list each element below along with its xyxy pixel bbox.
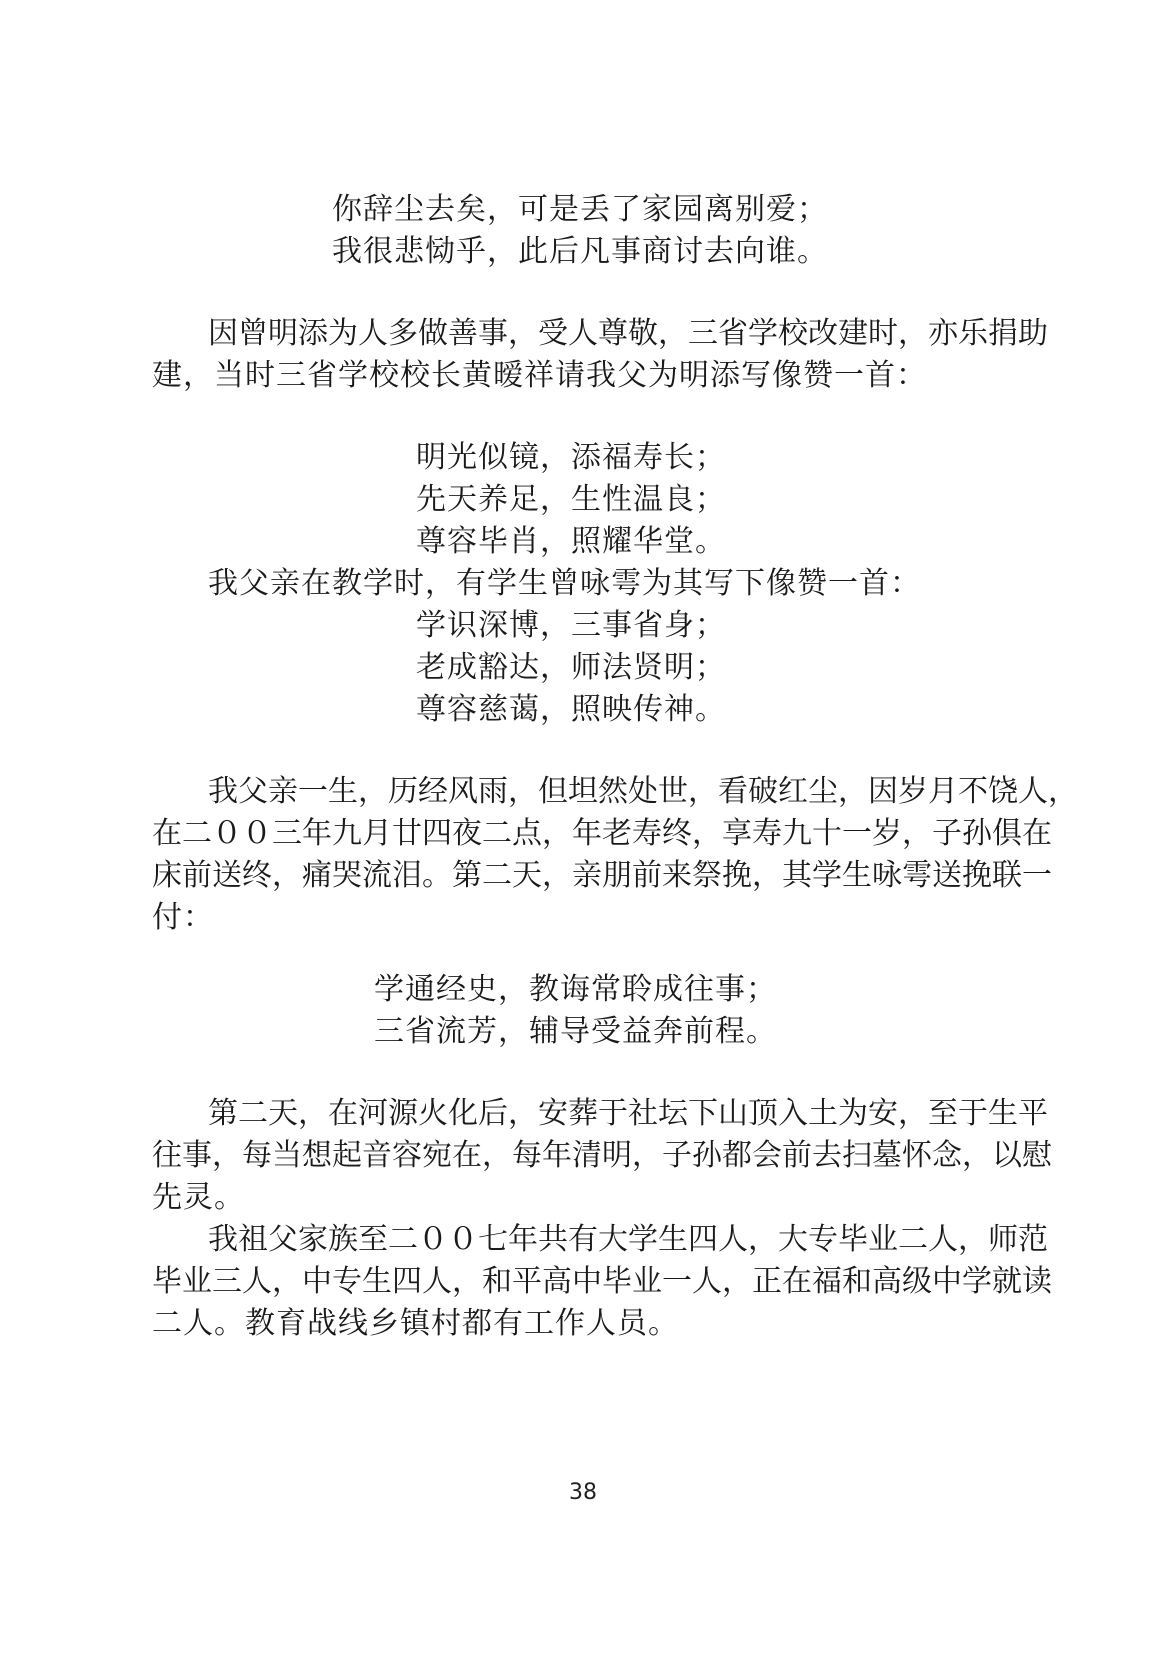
paragraph-2-line-3: 床前送终，痛哭流泪。第二天，亲朋前来祭挽，其学生咏雩送挽联一 bbox=[152, 858, 1052, 893]
eulogy-2-intro: 我父亲在教学时，有学生曾咏雩为其写下像赞一首： bbox=[208, 566, 921, 601]
couplet-2-line-1: 学通经史，教诲常聆成往事； bbox=[374, 972, 777, 1007]
paragraph-2-line-1: 我父亲一生，历经风雨，但坦然处世，看破红尘，因岁月不饶人， bbox=[208, 774, 1078, 809]
paragraph-4-line-3: 二人。教育战线乡镇村都有工作人员。 bbox=[152, 1306, 679, 1341]
paragraph-3-line-2: 往事，每当想起音容宛在，每年清明，子孙都会前去扫墓怀念，以慰 bbox=[152, 1138, 1052, 1173]
eulogy-1-line-1: 明光似镜，添福寿长； bbox=[416, 440, 726, 475]
paragraph-2-line-4: 付： bbox=[152, 900, 214, 935]
eulogy-2-line-2: 老成豁达，师法贤明； bbox=[416, 650, 726, 685]
couplet-1-line-1: 你辞尘去矣，可是丢了家园离别爱； bbox=[332, 192, 828, 227]
eulogy-1-line-2: 先天养足，生性温良； bbox=[416, 482, 726, 517]
eulogy-2-line-3: 尊容慈蔼，照映传神。 bbox=[416, 692, 726, 727]
paragraph-1-line-1: 因曾明添为人多做善事，受人尊敬，三省学校改建时，亦乐捐助 bbox=[208, 316, 1048, 351]
page-number: 38 bbox=[569, 1480, 597, 1505]
paragraph-1-line-2: 建，当时三省学校校长黄暧祥请我父为明添写像赞一首： bbox=[152, 358, 927, 393]
paragraph-4-line-2: 毕业三人，中专生四人，和平高中毕业一人，正在福和高级中学就读 bbox=[152, 1264, 1052, 1299]
eulogy-1-line-3: 尊容毕肖，照耀华堂。 bbox=[416, 524, 726, 559]
paragraph-4-line-1: 我祖父家族至二００七年共有大学生四人，大专毕业二人，师范 bbox=[208, 1222, 1048, 1257]
eulogy-2-line-1: 学识深博，三事省身； bbox=[416, 608, 726, 643]
paragraph-3-line-1: 第二天，在河源火化后，安葬于社坛下山顶入土为安，至于生平 bbox=[208, 1096, 1048, 1131]
couplet-1-line-2: 我很悲恸乎，此后凡事商讨去向谁。 bbox=[332, 234, 828, 269]
paragraph-3-line-3: 先灵。 bbox=[152, 1180, 245, 1215]
paragraph-2-line-2: 在二００三年九月廿四夜二点，年老寿终，享寿九十一岁，子孙俱在 bbox=[152, 816, 1052, 851]
couplet-2-line-2: 三省流芳，辅导受益奔前程。 bbox=[374, 1014, 777, 1049]
